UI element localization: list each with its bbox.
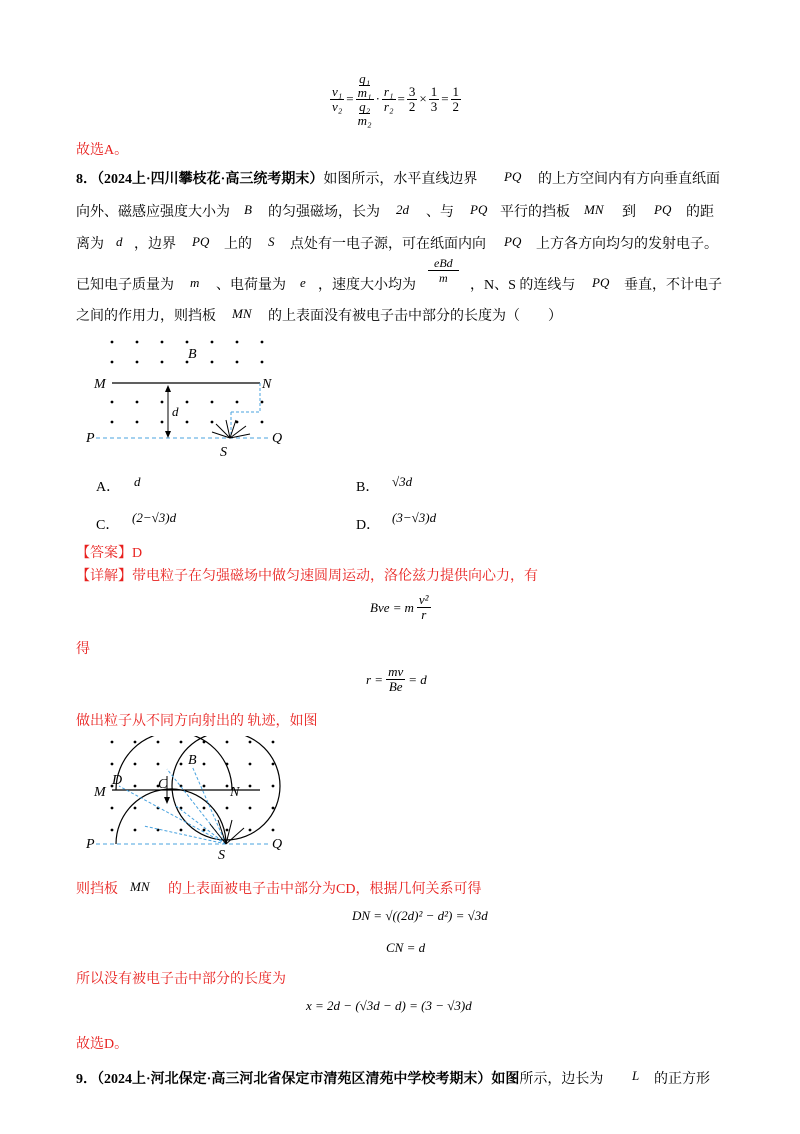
field-dot [226, 829, 229, 832]
detail-line4: 所以没有被电子击中部分的长度为 [76, 972, 286, 987]
arrow-ray [226, 828, 244, 844]
den: 3 [430, 98, 438, 114]
math-PQ: PQ [592, 275, 610, 290]
field-dot [211, 341, 214, 344]
rhs: = d [408, 671, 427, 687]
field-dot [203, 785, 206, 788]
math-S: S [268, 234, 275, 249]
r1: r₁ [383, 83, 394, 99]
label-S: S [218, 848, 225, 860]
field-dot [161, 401, 164, 404]
q8-line5b: 的上表面没有被电子击中部分的长度为（ ） [268, 309, 562, 324]
lhs: r = [366, 671, 384, 687]
q8-line4c: ，速度大小均为 [318, 278, 416, 293]
field-dot [261, 341, 264, 344]
label-S: S [220, 445, 227, 460]
field-dot [186, 401, 189, 404]
q8-line3d: 点处有一电子源，可在纸面内向 [290, 237, 486, 252]
frac-3-2 [407, 85, 418, 114]
field-dot [180, 829, 183, 832]
label-B: B [188, 347, 197, 362]
q1: q₁ [359, 70, 371, 86]
num: 3 [408, 83, 416, 99]
detail-line3a: 则挡板 [76, 882, 118, 897]
frac-1-3 [429, 85, 440, 114]
text: 所示，边长为 [519, 1072, 604, 1087]
field-dot [203, 763, 206, 766]
detail-line1 [76, 567, 538, 587]
label-P: P [86, 431, 95, 446]
field-dot [111, 341, 114, 344]
field-dot [272, 807, 275, 810]
field-dot [136, 341, 139, 344]
answer-line [76, 544, 142, 564]
option-B-label[interactable]: B． [356, 480, 380, 495]
equals-sign: = [441, 91, 449, 106]
v2: v₂ [332, 98, 343, 114]
equation-lorentz [370, 593, 431, 622]
mv-over-Be [386, 665, 405, 694]
ratio-v1-v2 [330, 85, 344, 114]
field-dot [249, 807, 252, 810]
compound-fraction [356, 72, 374, 127]
equation-x: x = 2d − (√3d − d) = (3 − √3)d [306, 998, 472, 1013]
field-dot [226, 741, 229, 744]
q8-line3a: 离为 [76, 237, 104, 252]
magnetic-field-dots [111, 341, 264, 424]
q8-line2a: 向外、磁感应强度大小为 [76, 205, 230, 220]
field-dot [136, 361, 139, 364]
field-dot [157, 763, 160, 766]
q9-line-end: 的正方形 [654, 1072, 710, 1087]
trajectory-arc-mid [116, 736, 232, 790]
field-dot [261, 401, 264, 404]
field-dot [272, 829, 275, 832]
q2: q₂ [359, 98, 371, 114]
num: mv [388, 664, 404, 679]
math-e: e [300, 275, 306, 290]
q8-line2e: 到 [622, 205, 636, 220]
field-dot [111, 361, 114, 364]
field-dot [272, 785, 275, 788]
m: m [404, 599, 414, 615]
times-sign: × [419, 91, 427, 106]
q8-line3b: ，边界 [134, 237, 176, 252]
q9-line [76, 1070, 603, 1090]
detail-line2: 做出粒子从不同方向射出的 轨迹，如图 [76, 714, 318, 729]
field-dot [236, 341, 239, 344]
math-d: d [116, 234, 123, 249]
num: 1 [430, 83, 438, 99]
option-A-label[interactable]: A． [96, 480, 121, 495]
den: r [421, 607, 427, 622]
math-L: L [632, 1068, 640, 1083]
label-Q: Q [272, 431, 283, 446]
field-dot [186, 341, 189, 344]
q8-line2f: 的距 [686, 205, 714, 220]
option-B-value: √3d [392, 474, 413, 489]
option-D-label[interactable]: D． [356, 518, 381, 533]
num: v² [418, 592, 429, 607]
den: 2 [452, 98, 460, 114]
arrow-head [164, 797, 170, 804]
field-dot [203, 807, 206, 810]
label-d: d [172, 404, 179, 419]
field-dot [111, 401, 114, 404]
den: 2 [408, 98, 416, 114]
field-dot [161, 341, 164, 344]
label-C: C [158, 777, 168, 792]
answer-value: D [132, 546, 143, 561]
label-N: N [230, 785, 240, 800]
label-P: P [86, 837, 95, 852]
field-dot [134, 741, 137, 744]
detail-tag: 【详解】 [76, 569, 132, 584]
field-dot [136, 421, 139, 424]
v1: v₁ [332, 83, 343, 99]
field-dot [111, 807, 114, 810]
q8-line1 [76, 170, 477, 190]
text: 如图所示，水平直线边界 [323, 172, 478, 187]
ratio-r1-r2 [382, 85, 396, 114]
math-2d: 2d [396, 202, 409, 217]
field-dot [261, 421, 264, 424]
q8-line4d: ，N、S 的连线与 [470, 278, 576, 293]
equation-DN: DN = √((2d)² − d²) = √3d [352, 908, 488, 923]
den: m [438, 271, 448, 285]
field-dot [272, 763, 275, 766]
q8-line3e: 上方各方向均匀的发射电子。 [536, 237, 718, 252]
arrow-head-down [165, 431, 171, 438]
den: Be [388, 679, 403, 694]
option-C-value: (2−√3)d [132, 510, 177, 525]
field-dot [134, 763, 137, 766]
option-D-value: (3−√3)d [392, 510, 437, 525]
detail-line3b: 的上表面被电子击中部分为CD，根据几何关系可得 [168, 882, 482, 897]
field-dot [136, 401, 139, 404]
field-dot [261, 361, 264, 364]
q8-line4e: 垂直，不计电子 [624, 278, 722, 293]
previous-choice: 故选A。 [76, 143, 129, 158]
label-N: N [262, 377, 272, 392]
trajectory-arc-left [116, 789, 226, 844]
field-dot [211, 361, 214, 364]
field-dot [134, 785, 137, 788]
q9-number: 9． [76, 1072, 97, 1087]
math-m: m [190, 275, 200, 290]
label-M: M [94, 377, 106, 392]
speed-fraction [428, 256, 459, 285]
field-dot [249, 763, 252, 766]
field-dot [180, 763, 183, 766]
field-dot [186, 421, 189, 424]
label-Q: Q [272, 837, 283, 852]
math-PQ: PQ [504, 234, 522, 249]
field-dot [236, 401, 239, 404]
field-dot [272, 741, 275, 744]
m1: m₁ [357, 84, 372, 100]
field-dot [134, 829, 137, 832]
label-B: B [188, 753, 197, 768]
trajectory-circle [172, 736, 280, 840]
q8-number: 8． [76, 172, 97, 187]
field-dot [249, 785, 252, 788]
detail-de: 得 [76, 642, 90, 657]
field-dot [226, 807, 229, 810]
dot: · [375, 91, 380, 106]
math-MN: MN [584, 202, 604, 217]
top-equation [330, 64, 461, 134]
math-MN: MN [232, 306, 252, 321]
q8-line4b: 、电荷量为 [216, 278, 286, 293]
emission-arrows [210, 820, 244, 844]
q8-line2c: 、与 [426, 205, 454, 220]
q8-line3c: 上的 [224, 237, 252, 252]
math-B: B [244, 202, 252, 217]
lhs: Bve = [370, 599, 402, 615]
field-dot [111, 829, 114, 832]
num: eBd [428, 256, 459, 271]
math-PQ: PQ [654, 202, 672, 217]
field-dot [249, 741, 252, 744]
equals-sign: = [346, 91, 354, 106]
math-PQ: PQ [470, 202, 488, 217]
q8-line5a: 之间的作用力，则挡板 [76, 309, 216, 324]
option-A-value: d [134, 474, 141, 489]
q8-line1-end: 的上方空间内有方向垂直纸面 [538, 172, 720, 187]
equation-CN: CN = d [386, 940, 426, 955]
figure-2-diagram [84, 736, 284, 860]
q8-line2d: 平行的挡板 [500, 205, 570, 220]
math-MN: MN [130, 879, 150, 894]
figure-1-diagram [84, 332, 284, 462]
num: 1 [452, 83, 460, 99]
detail-text: 带电粒子在匀强磁场中做匀速圆周运动，洛伦兹力提供向心力，有 [132, 569, 538, 584]
field-dot [111, 763, 114, 766]
option-C-label[interactable]: C． [96, 518, 120, 533]
field-dot [211, 421, 214, 424]
field-dot [226, 785, 229, 788]
field-dot [211, 401, 214, 404]
math-PQ: PQ [192, 234, 210, 249]
q8-line4a: 已知电子质量为 [76, 278, 174, 293]
equals-sign: = [397, 91, 405, 106]
field-dot [161, 421, 164, 424]
detail-choice: 故选D。 [76, 1037, 129, 1052]
field-dot [111, 421, 114, 424]
q9-source: （2024上·河北保定·高三河北省保定市清苑区清苑中学校考期末）如图 [97, 1072, 520, 1087]
label-D: D [112, 773, 123, 788]
field-dot [161, 361, 164, 364]
field-dot [111, 741, 114, 744]
m2: m₂ [357, 112, 372, 128]
field-dot [180, 741, 183, 744]
field-dot [249, 829, 252, 832]
frac-1-2 [451, 85, 462, 114]
field-dot [157, 741, 160, 744]
answer-tag: 【答案】 [76, 546, 132, 561]
math-PQ: PQ [504, 169, 522, 184]
r2: r₂ [383, 98, 394, 114]
q8-line2b: 的匀强磁场，长为 [268, 205, 380, 220]
field-dot [134, 807, 137, 810]
equation-radius [366, 665, 427, 694]
q8-source: （2024上·四川攀枝花·高三统考期末） [97, 172, 324, 187]
arrow-head-up [165, 385, 171, 392]
v2-over-r [417, 593, 431, 622]
field-dot [236, 361, 239, 364]
label-M: M [94, 785, 106, 800]
